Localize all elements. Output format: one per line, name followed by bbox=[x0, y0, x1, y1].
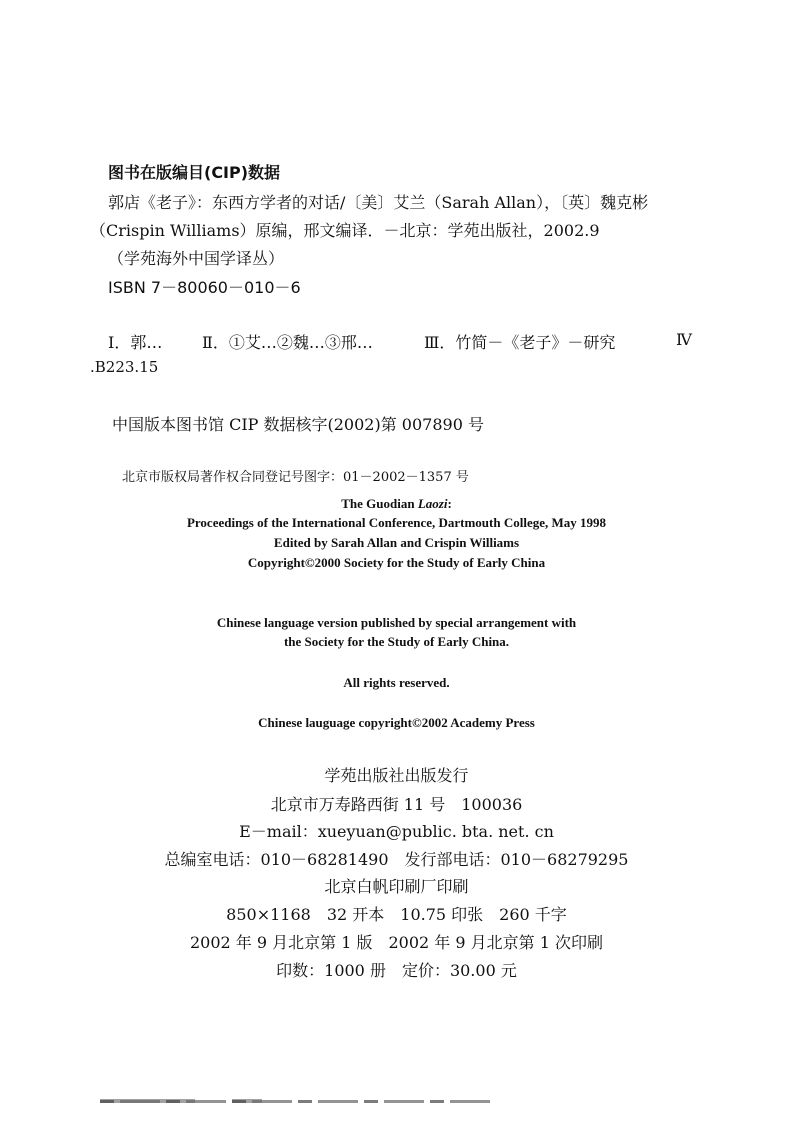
scan-artifact bbox=[100, 1100, 495, 1103]
cip-heading: 图书在版编目(CIP)数据 bbox=[108, 163, 281, 182]
english-arrangement-line-2: the Society for the Study of Early China. bbox=[283, 634, 510, 649]
isbn: ISBN 7－80060－010－6 bbox=[108, 278, 301, 297]
english-rights: All rights reserved. bbox=[343, 675, 450, 690]
classification-item: Ⅱ．①艾…②魏…③邢… bbox=[202, 333, 373, 352]
print-run-price: 印数：1000 册 定价：30.00 元 bbox=[276, 961, 517, 980]
english-title: The Guodian Laozi: bbox=[341, 496, 452, 511]
cip-series: （学苑海外中国学译丛） bbox=[108, 249, 285, 268]
classification-item: Ⅲ．竹简－《老子》－研究 bbox=[424, 333, 616, 352]
printer: 北京白帆印刷厂印刷 bbox=[324, 877, 469, 896]
english-title-italic: Laozi bbox=[417, 496, 448, 511]
english-copyright: Copyright©2000 Society for the Study of Early China bbox=[247, 555, 546, 570]
english-editors: Edited by Sarah Allan and Crispin Williams bbox=[273, 535, 520, 550]
publisher-phones: 总编室电话：010－68281490 发行部电话：010－68279295 bbox=[164, 850, 629, 869]
publisher-email: E－mail：xueyuan@public. bta. net. cn bbox=[239, 822, 554, 841]
classification-item: Ⅳ bbox=[676, 330, 692, 349]
classification-item: Ⅰ．郭… bbox=[108, 333, 163, 352]
cip-entry-line-2: （Crispin Williams）原编，邢文编译．－北京：学苑出版社，2002.9 bbox=[90, 221, 600, 240]
english-proceedings: Proceedings of the International Conference, Dartmouth College, May 1998 bbox=[186, 515, 607, 530]
format-specs: 850×1168 32 开本 10.75 印张 260 千字 bbox=[226, 905, 567, 924]
library-cip-record: 中国版本图书馆 CIP 数据核字(2002)第 007890 号 bbox=[112, 415, 484, 434]
copyright-registration: 北京市版权局著作权合同登记号图字：01－2002－1357 号 bbox=[122, 470, 469, 485]
publisher-address: 北京市万寿路西街 11 号 100036 bbox=[270, 795, 523, 814]
cip-entry-line-1: 郭店《老子》：东西方学者的对话/〔美〕艾兰（Sarah Allan），〔英〕魏克彬 bbox=[108, 193, 649, 212]
edition-info: 2002 年 9 月北京第 1 版 2002 年 9 月北京第 1 次印刷 bbox=[189, 933, 604, 952]
english-arrangement-line-1: Chinese language version published by special arrangement with bbox=[216, 615, 577, 630]
publisher-name: 学苑出版社出版发行 bbox=[324, 766, 469, 785]
english-chinese-copyright: Chinese lauguage copyright©2002 Academy Press bbox=[258, 715, 535, 730]
classification-code: .B223.15 bbox=[90, 358, 159, 376]
